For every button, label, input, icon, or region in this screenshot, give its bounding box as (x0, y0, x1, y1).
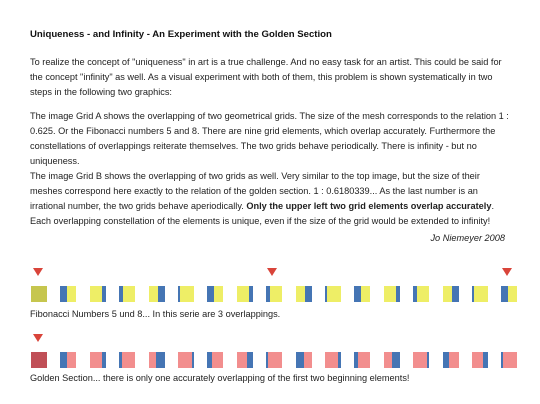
grid-cell (178, 286, 194, 302)
grid-cell (60, 352, 76, 368)
page-title: Uniqueness - and Infinity - An Experiment with the Golden Section (30, 29, 332, 40)
grid-cell (178, 352, 194, 368)
grid-cell (384, 352, 400, 368)
grid-cell (413, 352, 429, 368)
grid-cell (472, 286, 488, 302)
grid-cell (237, 352, 253, 368)
grid-b-emphasis: Only the upper left two grid elements overlap accurately (246, 201, 492, 211)
grid-cell (413, 286, 429, 302)
grid-cell (266, 286, 282, 302)
grid-cell (296, 286, 312, 302)
grid-cell (296, 352, 312, 368)
grid-a-strip (0, 268, 540, 304)
grid-cell (237, 286, 253, 302)
grid-b-caption: Golden Section... there is only one accurately overlapping of the first two beginning elements! (30, 373, 410, 383)
grids-description (30, 109, 514, 229)
grid-b-strip (0, 334, 540, 370)
grid-cell (207, 352, 223, 368)
grid-cell (384, 286, 400, 302)
grid-cell (501, 286, 517, 302)
grid-cell (31, 286, 47, 302)
overlap-marker-icon (267, 268, 277, 276)
overlap-marker-icon (33, 334, 43, 342)
grid-cell (501, 352, 517, 368)
overlap-marker-icon (33, 268, 43, 276)
intro-paragraph: To realize the concept of "uniqueness" in art is a true challenge. And no easy task for an artist. This could be said for the concept "infinity" as well. As a visual experiment with both of them, this problem is shown systematically in two steps in the following two graphics: (30, 57, 502, 97)
grid-cell (354, 352, 370, 368)
author-signature: Jo Niemeyer 2008 (430, 233, 505, 243)
grid-cell (207, 286, 223, 302)
grid-cell (90, 286, 106, 302)
grid-cell (31, 352, 47, 368)
grid-cell (119, 286, 135, 302)
grid-cell (325, 286, 341, 302)
grid-cell (119, 352, 135, 368)
grid-cell (325, 352, 341, 368)
grid-cell (443, 286, 459, 302)
grid-cell (90, 352, 106, 368)
grid-cell (354, 286, 370, 302)
grid-cell (266, 352, 282, 368)
grid-cell (60, 286, 76, 302)
grid-b-description-end: . Each overlapping constellation of the elements is unique, even if the size of the grid would be extended to infinity! (30, 201, 495, 226)
grid-cell (149, 286, 165, 302)
grid-a-description: The image Grid A shows the overlapping of two geometrical grids. The size of the mesh corresponds to the relation 1 : 0.625. Or the Fibonacci numbers 5 and 8. There are nine grid elements, which overlap accurately. Furthermore the constellations of overlappings reiterate themselves. The two grids behave periodically. There is infinity - but no uniqueness. (30, 111, 509, 166)
grid-cell (443, 352, 459, 368)
grid-cell (472, 352, 488, 368)
grid-b-description: The image Grid B shows the overlapping of two grids as well. Very similar to the top image, but the size of their meshes correspond here exactly to the relation of the golden section. 1 : 0.6180339... As the last number is an irrational number, the two grids behave aperiodically. (30, 171, 480, 211)
grid-cell (149, 352, 165, 368)
overlap-marker-icon (502, 268, 512, 276)
grid-a-caption: Fibonacci Numbers 5 und 8... In this serie are 3 overlappings. (30, 309, 281, 319)
